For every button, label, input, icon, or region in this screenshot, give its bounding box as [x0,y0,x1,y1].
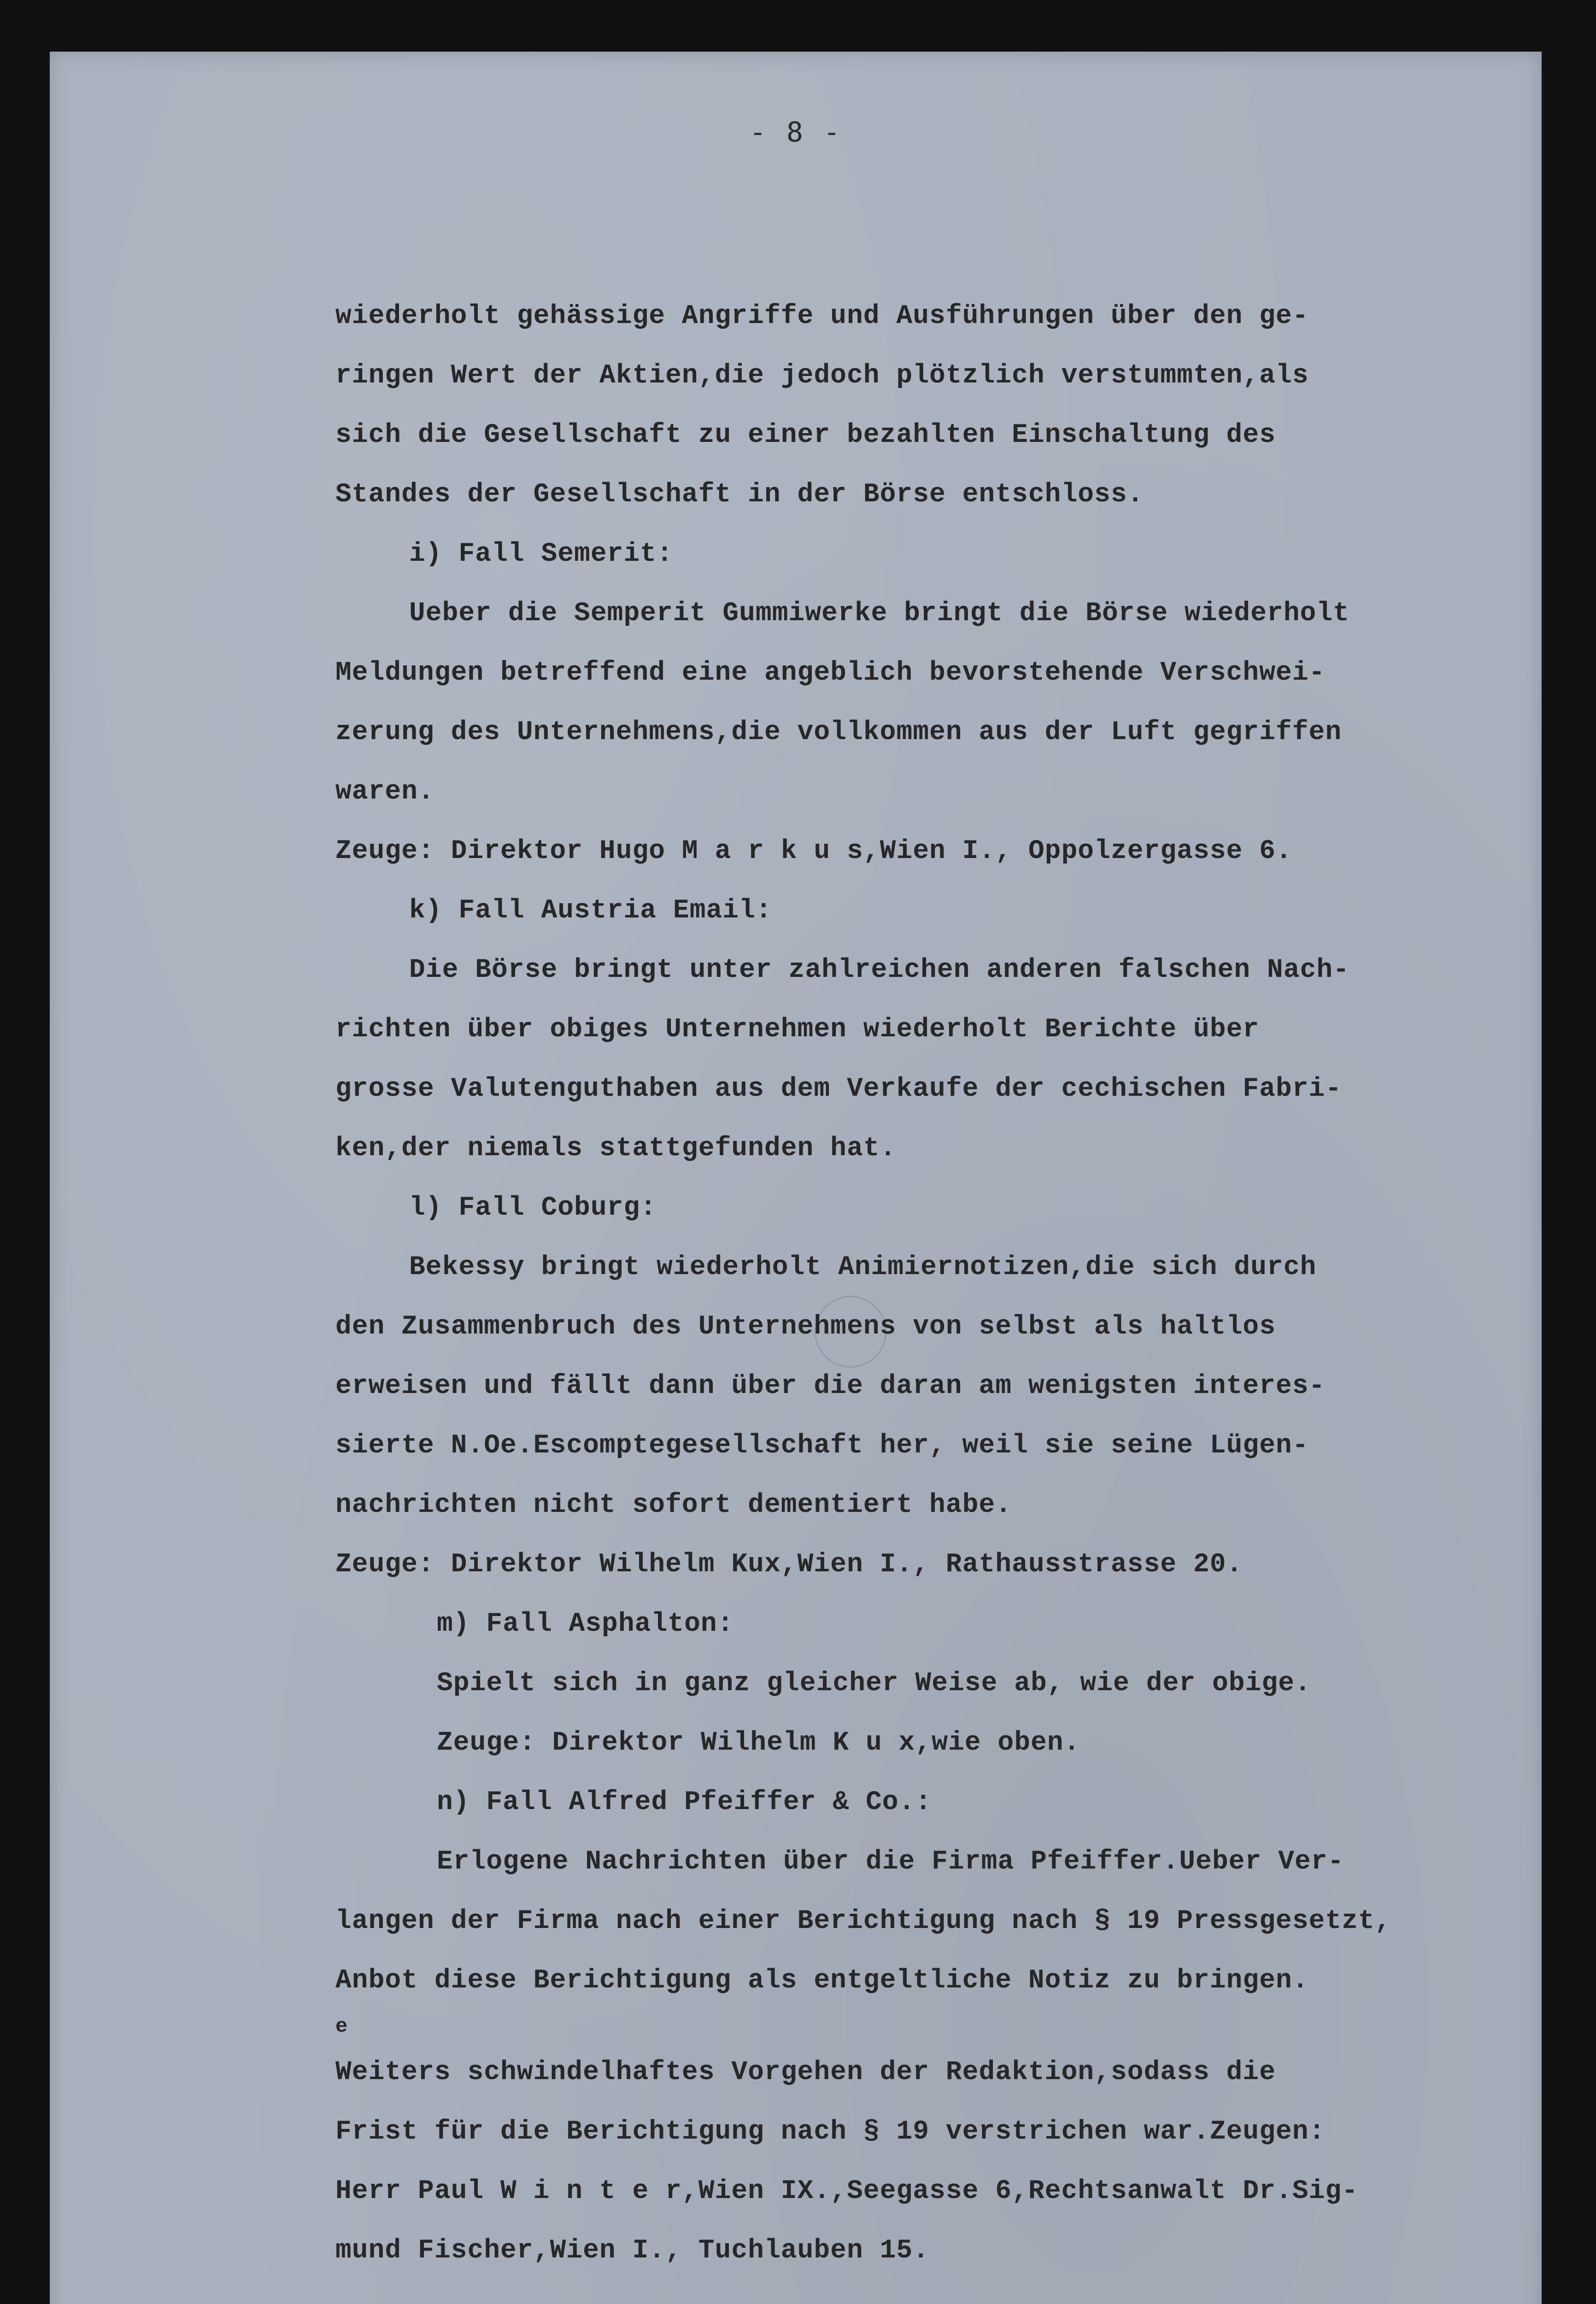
text-line: ringen Wert der Aktien,die jedoch plötzlich verstummten,als [335,361,1309,391]
text-line: Ueber die Semperit Gummiwerke bringt die Börse wiederholt [409,599,1350,629]
text-line: nachrichten nicht sofort dementiert habe. [335,1490,1012,1520]
text-line: Anbot diese Berichtigung als entgeltliche Notiz zu bringen. [335,1966,1309,1996]
text-line: sich die Gesellschaft zu einer bezahlten Einschaltung des [335,420,1276,450]
page-number: - 8 - [749,116,842,148]
text-line: zerung des Unternehmens,die vollkommen aus der Luft gegriffen [335,717,1342,747]
text-line: waren. [335,777,434,807]
section-heading-m: m) Fall Asphalton: [437,1609,734,1639]
witness-line: Zeuge: Direktor Wilhelm K u x,wie oben. [437,1728,1080,1758]
text-line: wiederholt gehässige Angriffe und Ausführungen über den ge- [335,301,1309,331]
handwritten-correction: e [335,2015,348,2038]
section-heading-n: n) Fall Alfred Pfeiffer & Co.: [437,1787,932,1817]
text-line: Meldungen betreffend eine angeblich bevorstehende Verschwei- [335,658,1326,688]
text-line: richten über obiges Unternehmen wiederholt Berichte über [335,1015,1260,1045]
section-heading-k: k) Fall Austria Email: [409,896,772,926]
text-line: Spielt sich in ganz gleicher Weise ab, wie der obige. [437,1669,1311,1699]
text-line: erweisen und fällt dann über die daran am wenigsten interes- [335,1371,1326,1401]
text-line: langen der Firma nach einer Berichtigung nach § 19 Pressgesetzt, [335,1906,1391,1936]
witness-line: Zeuge: Direktor Hugo M a r k u s,Wien I., Oppolzergasse 6. [335,836,1292,866]
text-line: Standes der Gesellschaft in der Börse entschloss. [335,480,1144,510]
section-heading-i: i) Fall Semerit: [409,539,673,569]
text-line: Frist für die Berichtigung nach § 19 verstrichen war.Zeugen: [335,2117,1326,2147]
text-line: ken,der niemals stattgefunden hat. [335,1134,897,1164]
text-line: Die Börse bringt unter zahlreichen anderen falschen Nach- [409,955,1350,985]
section-heading-l: l) Fall Coburg: [409,1193,657,1223]
text-line: grosse Valutenguthaben aus dem Verkaufe der cechischen Fabri- [335,1074,1342,1104]
witness-line: Zeuge: Direktor Wilhelm Kux,Wien I., Rathausstrasse 20. [335,1550,1243,1580]
text-line: Bekessy bringt wiederholt Animiernotizen,die sich durch [409,1252,1317,1282]
document-body [335,287,1515,2280]
text-line: mund Fischer,Wien I., Tuchlauben 15. [335,2236,930,2266]
text-line: Weiters schwindelhaftes Vorgehen der Redaktion,sodass die [335,2057,1276,2087]
text-line: Herr Paul W i n t e r,Wien IX.,Seegasse 6,Rechtsanwalt Dr.Sig- [335,2176,1358,2206]
text-line: sierte N.Oe.Escomptegesellschaft her, weil sie seine Lügen- [335,1431,1309,1461]
text-line: Erlogene Nachrichten über die Firma Pfeiffer.Ueber Ver- [437,1847,1344,1877]
text-line: den Zusammenbruch des Unternehmens von selbst als haltlos [335,1312,1276,1342]
document-page [50,52,1542,2304]
